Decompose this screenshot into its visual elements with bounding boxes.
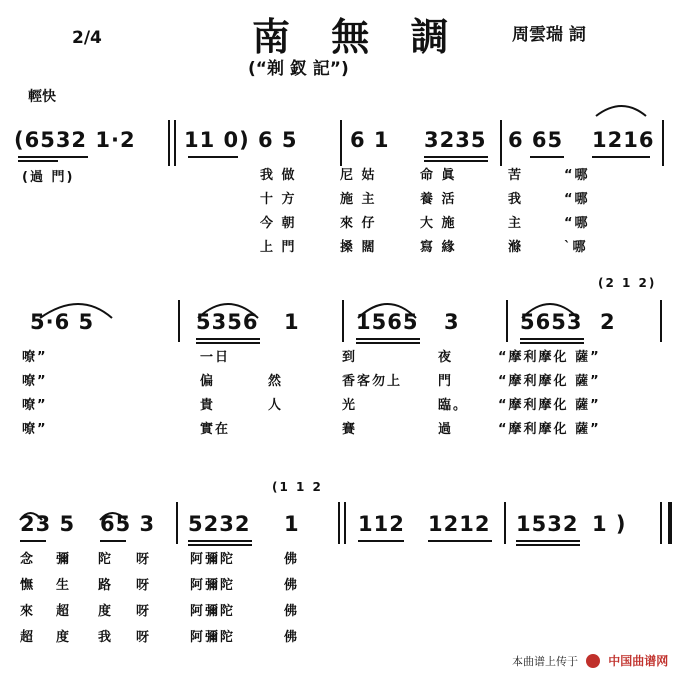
- barline: [168, 120, 170, 166]
- interlude-label: (過 門): [22, 170, 75, 185]
- barline: [340, 120, 342, 166]
- barline: [338, 502, 340, 544]
- measure-1: 5·6 5: [30, 310, 95, 334]
- lyric-cell: 命 眞: [420, 168, 457, 183]
- site-logo-icon: [586, 654, 600, 668]
- lyric-cell: 呀: [136, 604, 152, 619]
- measure-1: (6532 1·2: [14, 128, 136, 152]
- lyric-cell: 一日: [200, 350, 231, 365]
- measure-1a: 23 5: [20, 512, 76, 536]
- measure-4-note: 2: [600, 310, 616, 334]
- lyric-cell: 貴: [200, 398, 216, 413]
- lyric-cell: “哪: [564, 168, 590, 183]
- lyric-cell: 路: [98, 578, 114, 593]
- lyric-cell: 寫 緣: [420, 240, 457, 255]
- measure-2-note: 1: [284, 310, 300, 334]
- measure-2: 5232: [188, 512, 251, 536]
- lyric-row: [22, 394, 682, 418]
- lyric-cell: 超: [20, 630, 36, 645]
- lyric-cell: 人: [268, 398, 284, 413]
- barline: [660, 502, 662, 544]
- variant-notation: (1 1 2: [272, 480, 323, 494]
- lyric-cell: 偏: [200, 374, 216, 389]
- lyric-cell: 到: [342, 350, 358, 365]
- page-title: 南 無 調: [252, 14, 463, 59]
- lyric-cell: 來 仔: [340, 216, 377, 231]
- lyric-cell: 過: [438, 422, 454, 437]
- lyric-cell: 我: [508, 192, 524, 207]
- lyric-cell: “摩利摩化 薩”: [498, 422, 601, 437]
- barline: [176, 502, 178, 544]
- beam-underline: [516, 540, 580, 542]
- beam-underline: [424, 160, 488, 162]
- beam-underline: [18, 156, 88, 158]
- lyrics-block-3: [20, 548, 680, 652]
- lyric-cell: 呀: [136, 630, 152, 645]
- measure-3b: 1212: [428, 512, 491, 536]
- lyric-cell: 門: [438, 374, 454, 389]
- lyric-row: [20, 600, 680, 626]
- beam-underline: [18, 160, 58, 162]
- beam-underline: [424, 156, 488, 158]
- beam-underline: [592, 156, 650, 158]
- lyric-row: [22, 418, 682, 442]
- lyric-row: [260, 236, 680, 260]
- beam-underline: [196, 338, 260, 340]
- beam-underline: [356, 338, 420, 340]
- lyric-cell: 阿彌陀: [190, 552, 236, 567]
- lyric-cell: 搡 闊: [340, 240, 377, 255]
- lyric-cell: 佛: [284, 578, 300, 593]
- lyric-row: [20, 626, 680, 652]
- lyric-cell: 超: [56, 604, 72, 619]
- beam-underline: [188, 156, 238, 158]
- lyric-cell: 今 朝: [260, 216, 297, 231]
- lyric-cell: 嘹”: [22, 422, 48, 437]
- lyric-cell: `哪: [564, 240, 588, 255]
- beam-underline: [100, 540, 126, 542]
- watermark-text: 本曲谱上传于: [512, 655, 578, 668]
- lyric-cell: 滌: [508, 240, 524, 255]
- variant-notation: (2 1 2): [598, 276, 657, 290]
- lyric-cell: 大 施: [420, 216, 457, 231]
- measure-3: 1565: [356, 310, 419, 334]
- lyric-row: [260, 188, 680, 212]
- measure-2: 5356: [196, 310, 259, 334]
- lyric-cell: 實在: [200, 422, 231, 437]
- watermark: [512, 650, 668, 669]
- lyric-cell: 臨。: [438, 398, 469, 413]
- lyric-cell: 嘹”: [22, 350, 48, 365]
- lyric-cell: 阿彌陀: [190, 630, 236, 645]
- beam-underline: [196, 342, 260, 344]
- barline: [500, 120, 502, 166]
- lyric-cell: 陀: [98, 552, 114, 567]
- measure-4-note: 1 ): [592, 512, 627, 536]
- lyric-cell: 尼 姑: [340, 168, 377, 183]
- barline: [506, 300, 508, 342]
- lyric-cell: 念: [20, 552, 36, 567]
- lyric-cell: 彌: [56, 552, 72, 567]
- lyric-cell: “摩利摩化 薩”: [498, 350, 601, 365]
- beam-underline: [516, 544, 580, 546]
- lyric-cell: 施 主: [340, 192, 377, 207]
- lyric-cell: “摩利摩化 薩”: [498, 374, 601, 389]
- beam-underline: [428, 540, 492, 542]
- lyric-cell: 阿彌陀: [190, 578, 236, 593]
- lyric-row: [260, 212, 680, 236]
- lyric-cell: 然: [268, 374, 284, 389]
- measure-4a: 6 65: [508, 128, 564, 152]
- lyric-cell: 來: [20, 604, 36, 619]
- lyric-cell: 生: [56, 578, 72, 593]
- measure-3a: 6 1: [350, 128, 390, 152]
- lyric-cell: 嘹”: [22, 374, 48, 389]
- lyric-cell: 度: [56, 630, 72, 645]
- measure-3-note: 3: [444, 310, 460, 334]
- lyric-cell: 佛: [284, 604, 300, 619]
- lyric-cell: 香客勿上: [342, 374, 403, 389]
- repeat-barline: [174, 120, 176, 166]
- beam-underline: [520, 342, 584, 344]
- lyric-cell: 光: [342, 398, 358, 413]
- measure-3a: 112: [358, 512, 405, 536]
- beam-underline: [188, 544, 252, 546]
- slur-arc: [596, 106, 646, 116]
- lyric-cell: 阿彌陀: [190, 604, 236, 619]
- lyric-cell: 呀: [136, 552, 152, 567]
- lyric-row: [260, 164, 680, 188]
- lyric-cell: 佛: [284, 552, 300, 567]
- barline: [662, 120, 664, 166]
- lyric-cell: 賽: [342, 422, 358, 437]
- beam-underline: [530, 156, 564, 158]
- lyric-cell: 上 門: [260, 240, 297, 255]
- lyric-cell: 佛: [284, 630, 300, 645]
- measure-4b: 1216: [592, 128, 655, 152]
- lyric-cell: 嘹”: [22, 398, 48, 413]
- measure-2-note: 1: [284, 512, 300, 536]
- end-repeat-barline: [668, 502, 672, 544]
- measure-4: 5653: [520, 310, 583, 334]
- subtitle: (“剃 釵 記”): [248, 59, 349, 79]
- barline: [660, 300, 662, 342]
- barline: [342, 300, 344, 342]
- lyric-row: [20, 574, 680, 600]
- lyric-cell: 夜: [438, 350, 454, 365]
- lyric-cell: 主: [508, 216, 524, 231]
- beam-underline: [358, 540, 404, 542]
- lyric-row: [22, 346, 682, 370]
- lyric-cell: 度: [98, 604, 114, 619]
- tempo-marking: 輕快: [28, 89, 56, 105]
- lyric-cell: 苦: [508, 168, 524, 183]
- lyric-cell: 憮: [20, 578, 36, 593]
- lyric-cell: “哪: [564, 216, 590, 231]
- watermark-brand[interactable]: 中国曲谱网: [608, 654, 669, 668]
- measure-2: 11 0): [184, 128, 250, 152]
- beam-underline: [188, 540, 252, 542]
- beam-underline: [520, 338, 584, 340]
- lyric-cell: “摩利摩化 薩”: [498, 398, 601, 413]
- beam-underline: [356, 342, 420, 344]
- repeat-barline: [344, 502, 346, 544]
- barline: [504, 502, 506, 544]
- lyric-cell: “哪: [564, 192, 590, 207]
- lyric-cell: 呀: [136, 578, 152, 593]
- measure-3b: 3235: [424, 128, 487, 152]
- lyric-cell: 十 方: [260, 192, 297, 207]
- lyrics-block-1: [260, 164, 680, 260]
- lyrics-block-2: [22, 346, 682, 442]
- measure-2b: 6 5: [258, 128, 298, 152]
- lyricist-credit: 周雲瑞 詞: [512, 25, 586, 45]
- lyric-cell: 養 活: [420, 192, 457, 207]
- lyric-row: [22, 370, 682, 394]
- measure-1b: 65 3: [100, 512, 156, 536]
- measure-4: 1532: [516, 512, 579, 536]
- lyric-cell: 我: [98, 630, 114, 645]
- barline: [178, 300, 180, 342]
- lyric-row: [20, 548, 680, 574]
- beam-underline: [20, 540, 46, 542]
- time-signature: 2/4: [72, 28, 102, 48]
- lyric-cell: 我 做: [260, 168, 297, 183]
